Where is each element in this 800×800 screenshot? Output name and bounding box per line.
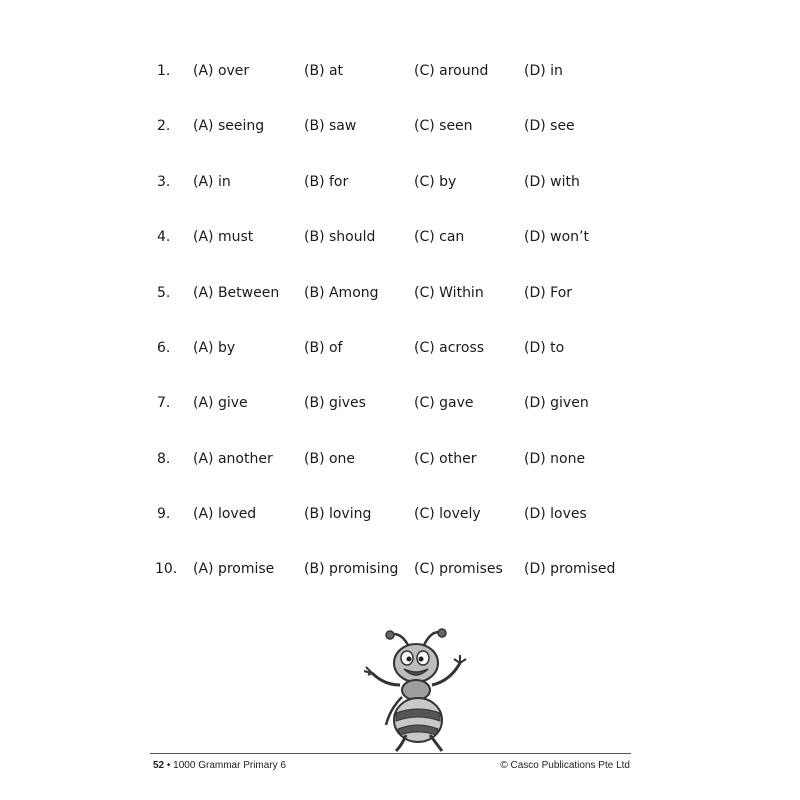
question-row	[0, 336, 800, 360]
footer-divider	[150, 753, 631, 754]
option-b: (B) saw	[304, 118, 357, 134]
option-a: (A) seeing	[193, 118, 265, 134]
option-d: (D) to	[524, 340, 565, 356]
option-b: (B) should	[304, 229, 376, 245]
footer-copyright: © Casco Publications Pte Ltd	[500, 760, 630, 771]
option-c: (C) lovely	[414, 506, 481, 522]
option-c: (C) can	[414, 229, 465, 245]
option-c: (C) around	[414, 63, 489, 79]
footer-book-info	[153, 760, 286, 771]
question-number: 4.	[157, 229, 171, 245]
question-row	[0, 502, 800, 526]
question-number: 1.	[157, 63, 171, 79]
option-b: (B) Among	[304, 285, 379, 301]
option-b: (B) gives	[304, 395, 366, 411]
option-a: (A) loved	[193, 506, 257, 522]
option-d: (D) none	[524, 451, 586, 467]
option-d: (D) in	[524, 63, 563, 79]
option-a: (A) in	[193, 174, 231, 190]
option-a: (A) over	[193, 63, 250, 79]
question-row	[0, 170, 800, 194]
question-number: 5.	[157, 285, 171, 301]
question-number: 6.	[157, 340, 171, 356]
option-c: (C) across	[414, 340, 485, 356]
cartoon-ant-icon	[356, 625, 476, 755]
book-title: • 1000 Grammar Primary 6	[166, 760, 286, 771]
option-b: (B) one	[304, 451, 356, 467]
option-a: (A) by	[193, 340, 236, 356]
question-row	[0, 59, 800, 83]
question-row	[0, 114, 800, 138]
question-row	[0, 225, 800, 249]
option-c: (C) gave	[414, 395, 474, 411]
option-d: (D) with	[524, 174, 580, 190]
option-b: (B) for	[304, 174, 349, 190]
question-number: 8.	[157, 451, 171, 467]
option-a: (A) another	[193, 451, 273, 467]
question-row	[0, 557, 800, 581]
question-number: 10.	[155, 561, 178, 577]
option-a: (A) must	[193, 229, 254, 245]
page-number: 52	[153, 760, 165, 771]
question-number: 9.	[157, 506, 171, 522]
option-a: (A) Between	[193, 285, 280, 301]
option-c: (C) promises	[414, 561, 503, 577]
option-c: (C) Within	[414, 285, 484, 301]
option-b: (B) of	[304, 340, 343, 356]
option-d: (D) see	[524, 118, 575, 134]
option-c: (C) other	[414, 451, 477, 467]
option-c: (C) seen	[414, 118, 473, 134]
option-b: (B) loving	[304, 506, 372, 522]
option-d: (D) promised	[524, 561, 616, 577]
option-a: (A) promise	[193, 561, 275, 577]
question-number: 2.	[157, 118, 171, 134]
option-b: (B) promising	[304, 561, 399, 577]
option-a: (A) give	[193, 395, 248, 411]
option-d: (D) won’t	[524, 229, 589, 245]
option-d: (D) loves	[524, 506, 587, 522]
question-row	[0, 447, 800, 471]
question-row	[0, 281, 800, 305]
question-number: 3.	[157, 174, 171, 190]
option-d: (D) given	[524, 395, 589, 411]
question-number: 7.	[157, 395, 171, 411]
question-row	[0, 391, 800, 415]
option-c: (C) by	[414, 174, 457, 190]
option-b: (B) at	[304, 63, 344, 79]
option-d: (D) For	[524, 285, 573, 301]
